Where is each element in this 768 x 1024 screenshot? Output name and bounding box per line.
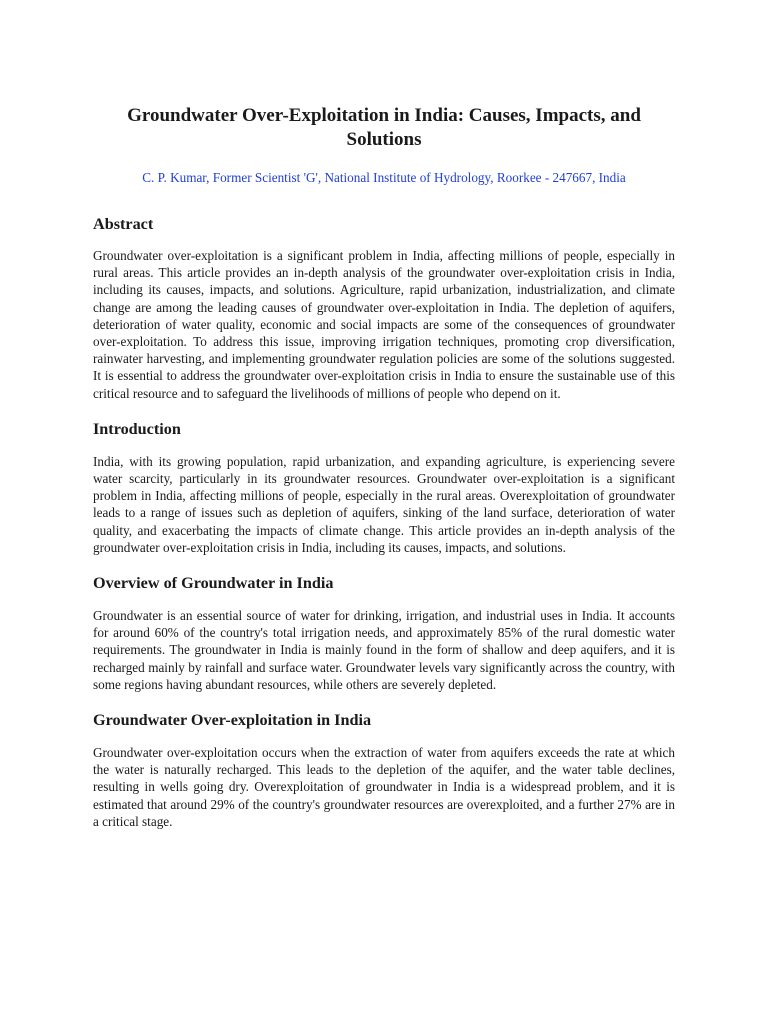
document-page (93, 104, 675, 830)
abstract-heading: Abstract (93, 215, 154, 233)
overview-heading: Overview of Groundwater in India (93, 574, 334, 593)
introduction-heading: Introduction (93, 419, 181, 438)
author-line[interactable]: C. P. Kumar, Former Scientist 'G', National Institute of Hydrology, Roorkee - 247667, India (142, 170, 626, 185)
introduction-paragraph: India, with its growing population, rapid urbanization, and expanding agriculture, is experiencing severe water scarcity, particularly in its groundwater resources. Groundwater over-exploitation is a significant problem in India, affecting millions of people, especially in the rural areas. Overexploitation of groundwater leads to a range of issues such as depletion of aquifers, sinking of the land surface, deterioration of water quality, and exacerbating the impacts of climate change. This article provides an in-depth analysis of the groundwater over-exploitation crisis in India, including its causes, impacts, and solutions. (93, 453, 675, 555)
overexploitation-heading: Groundwater Over-exploitation in India (93, 711, 372, 730)
abstract-paragraph: Groundwater over-exploitation is a significant problem in India, affecting millions of people, especially in rural areas. This article provides an in-depth analysis of the groundwater over-exploitation crisis in India, including its causes, impacts, and solutions. Agriculture, rapid urbanization, industrialization, and climate change are among the leading causes of groundwater over-exploitation in India. The depletion of aquifers, deterioration of water quality, economic and social impacts are some of the consequences of groundwater over-exploitation. To address this issue, improving irrigation techniques, promoting crop diversification, rainwater harvesting, and implementing groundwater regulation policies are some of the solutions suggested. It is essential to address the groundwater over-exploitation crisis in India to ensure the sustainable use of this critical resource and to safeguard the livelihoods of millions of people who depend on it. (93, 248, 675, 401)
overview-paragraph: Groundwater is an essential source of water for drinking, irrigation, and industrial uses in India. It accounts for around 60% of the country's total irrigation needs, and approximately 85% of the rural domestic water requirements. The groundwater in India is mainly found in the form of shallow and deep aquifers, and it is recharged mainly by rainfall and surface water. Groundwater levels vary significantly across the country, with some regions having abundant resources, while others are severely depleted. (93, 608, 675, 692)
overexploitation-paragraph: Groundwater over-exploitation occurs when the extraction of water from aquifers exceeds the rate at which the water is naturally recharged. This leads to the depletion of the aquifer, and the water table declines, resulting in wells going dry. Overexploitation of groundwater in India is a widespread problem, and it is estimated that around 29% of the country's groundwater resources are overexploited, and a further 27% are in a critical stage. (93, 745, 675, 829)
document-title: Groundwater Over-Exploitation in India: Causes, Impacts, and Solutions (127, 105, 641, 150)
